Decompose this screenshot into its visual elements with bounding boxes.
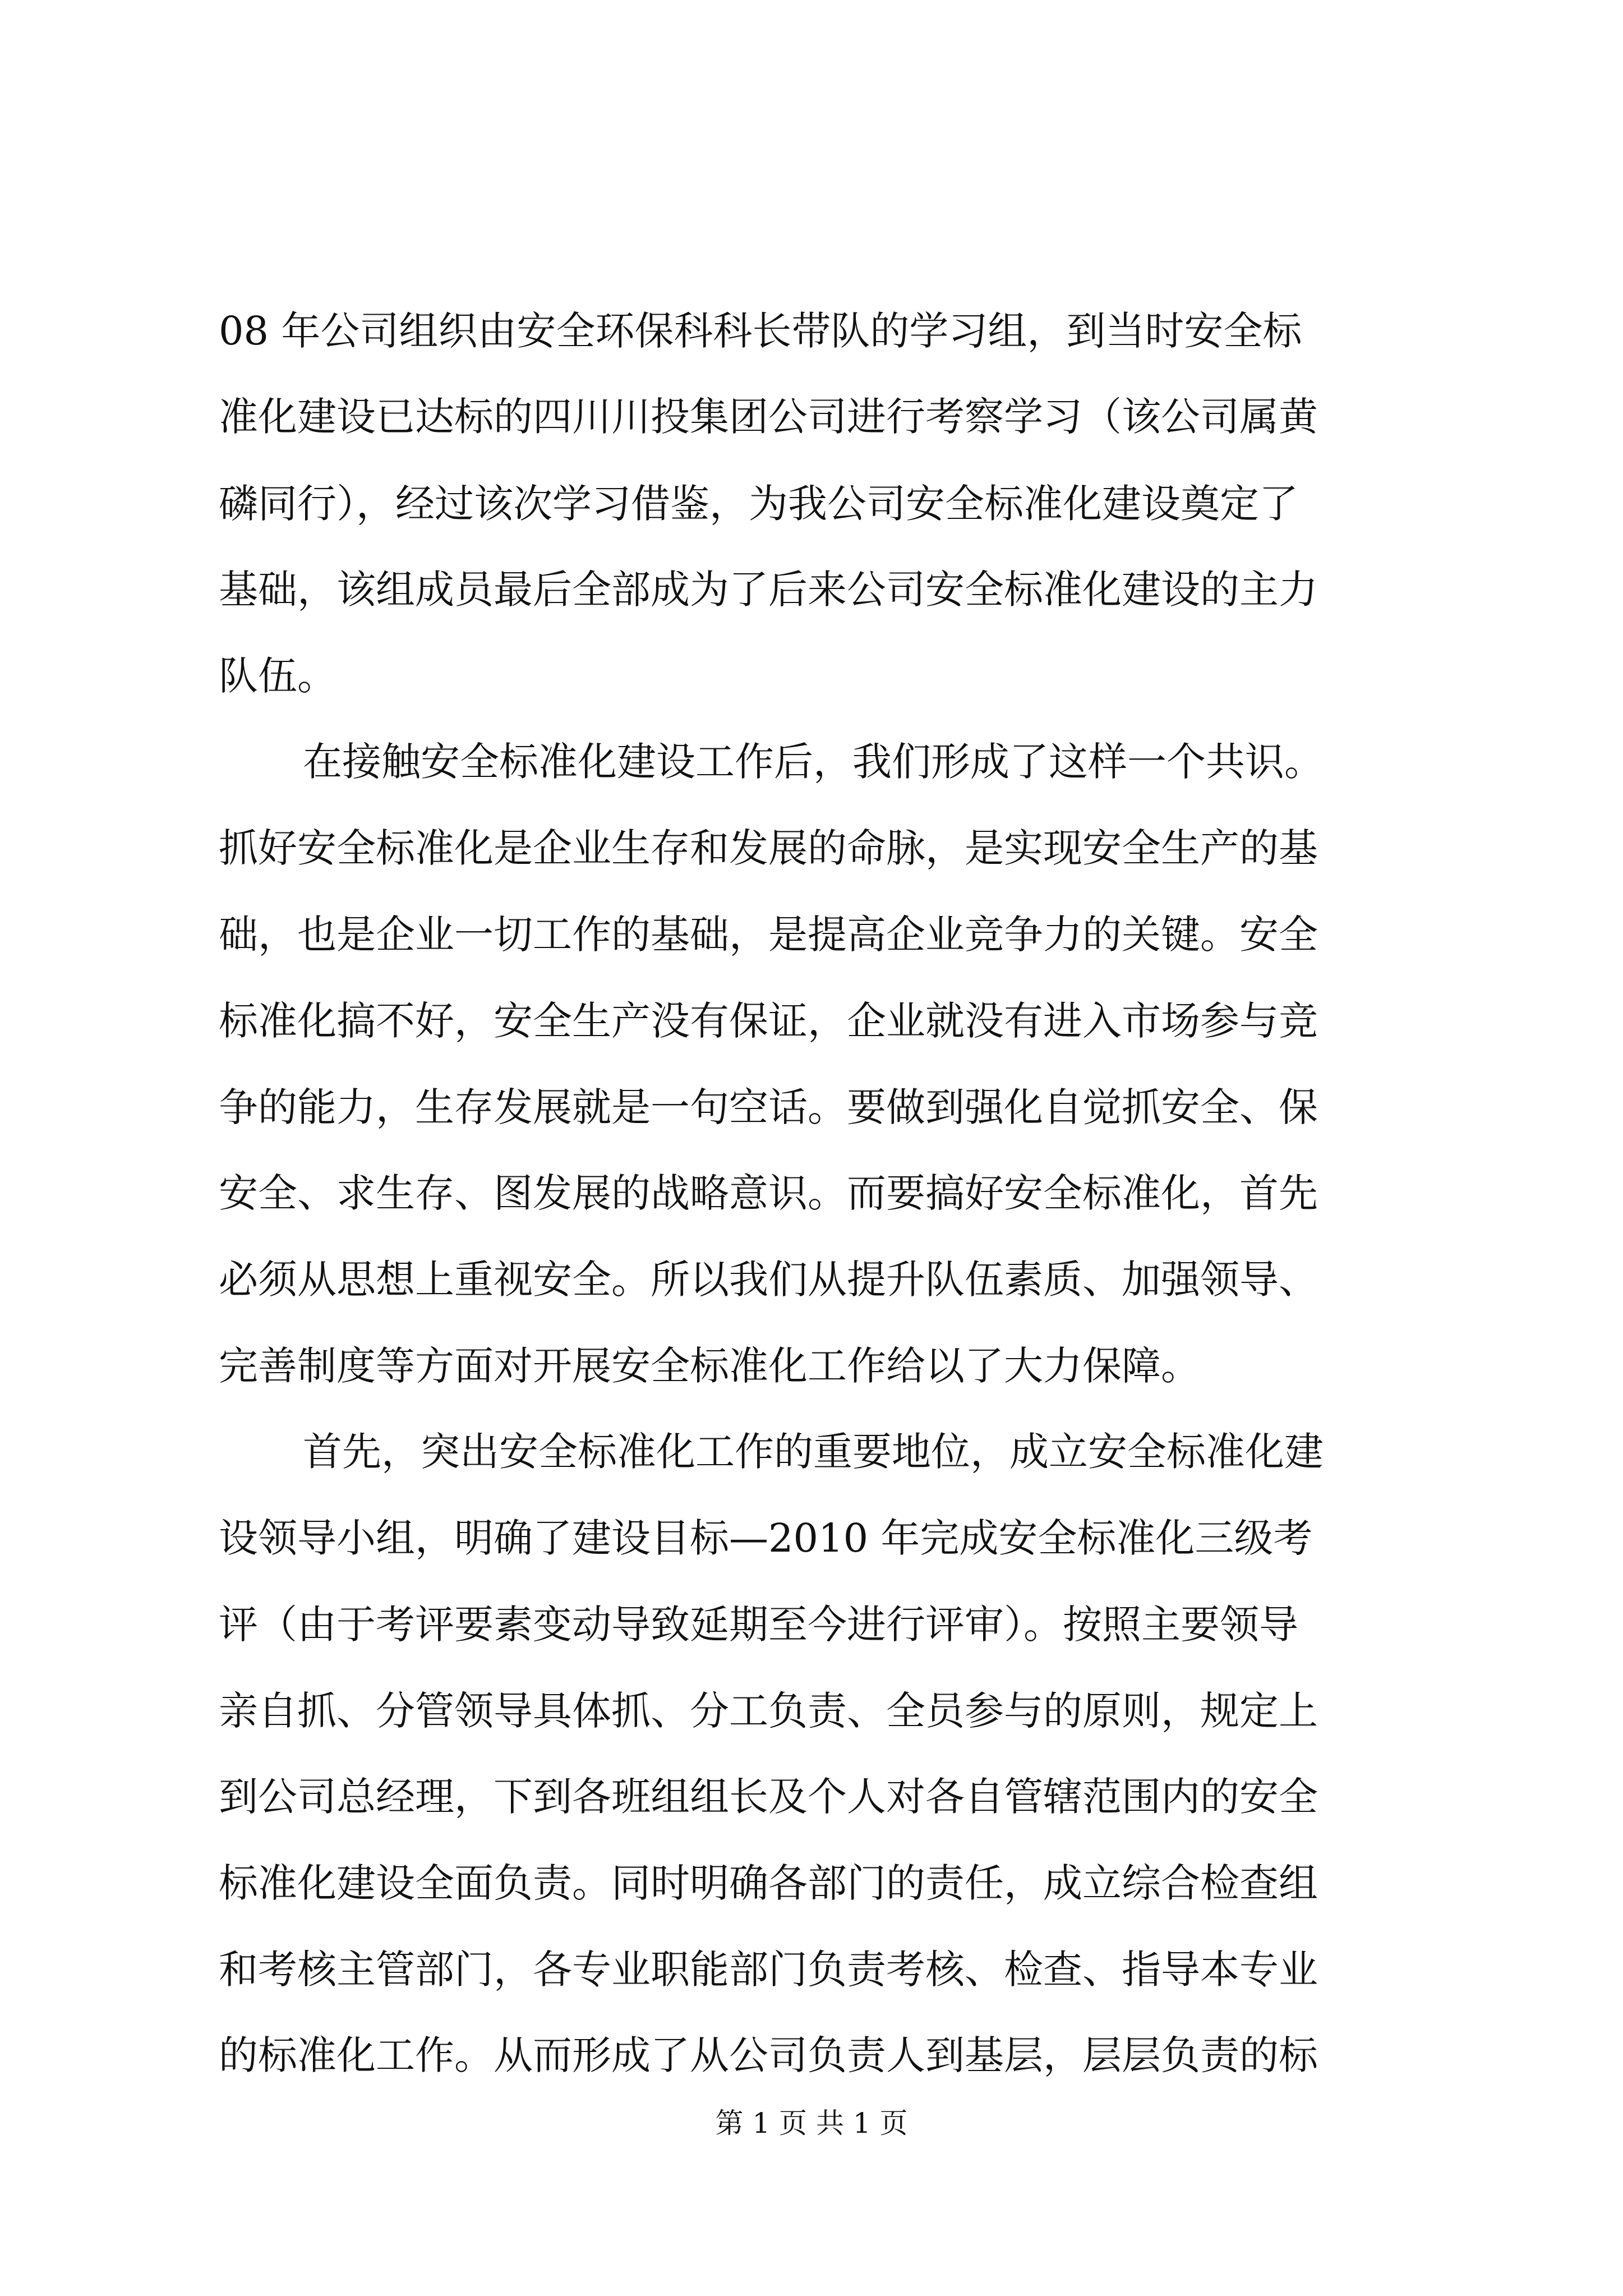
text-line-2: 准化建设已达标的四川川投集团公司进行考察学习（该公司属黄 — [219, 394, 1318, 440]
text-line-20: 和考核主管部门，各专业职能部门负责考核、检查、指导本专业 — [219, 1947, 1318, 1993]
text-line-3: 磷同行），经过该次学习借鉴，为我公司安全标准化建设奠定了 — [219, 481, 1298, 527]
text-line-21: 的标准化工作。从而形成了从公司负责人到基层，层层负责的标 — [219, 2032, 1318, 2078]
text-line-4: 基础，该组成员最后全部成为了后来公司安全标准化建设的主力 — [219, 567, 1318, 613]
text-line-10: 争的能力，生存发展就是一句空话。要做到强化自觉抓安全、保 — [219, 1084, 1318, 1130]
paragraph-2-first-line: 在接触安全标准化建设工作后，我们形成了这样一个共识。 — [303, 739, 1324, 785]
text-line-19: 标准化建设全面负责。同时明确各部门的责任，成立综合检查组 — [219, 1860, 1318, 1906]
text-line-1: 08 年公司组织由安全环保科科长带队的学习组，到当时安全标 — [219, 308, 1302, 354]
text-line-7: 抓好安全标准化是企业生存和发展的命脉，是实现安全生产的基 — [219, 825, 1318, 871]
text-line-17: 亲自抓、分管领导具体抓、分工负责、全员参与的原则，规定上 — [219, 1688, 1318, 1734]
paragraph-3-first-line: 首先，突出安全标准化工作的重要地位，成立安全标准化建 — [303, 1429, 1324, 1475]
text-line-18: 到公司总经理，下到各班组组长及个人对各自管辖范围内的安全 — [219, 1774, 1318, 1820]
text-line-12: 必须从思想上重视安全。所以我们从提升队伍素质、加强领导、 — [219, 1257, 1318, 1303]
page-number-footer: 第 1 页 共 1 页 — [715, 2107, 908, 2139]
text-line-11: 安全、求生存、图发展的战略意识。而要搞好安全标准化，首先 — [219, 1170, 1318, 1216]
text-line-16: 评（由于考评要素变动导致延期至今进行评审）。按照主要领导 — [219, 1602, 1298, 1648]
text-line-15: 设领导小组，明确了建设目标—2010 年完成安全标准化三级考 — [219, 1515, 1313, 1561]
text-line-13: 完善制度等方面对开展安全标准化工作给以了大力保障。 — [219, 1343, 1200, 1389]
text-line-9: 标准化搞不好，安全生产没有保证，企业就没有进入市场参与竞 — [219, 998, 1318, 1044]
text-line-5: 队伍。 — [219, 653, 336, 699]
text-line-8: 础，也是企业一切工作的基础，是提高企业竞争力的关键。安全 — [219, 912, 1318, 958]
